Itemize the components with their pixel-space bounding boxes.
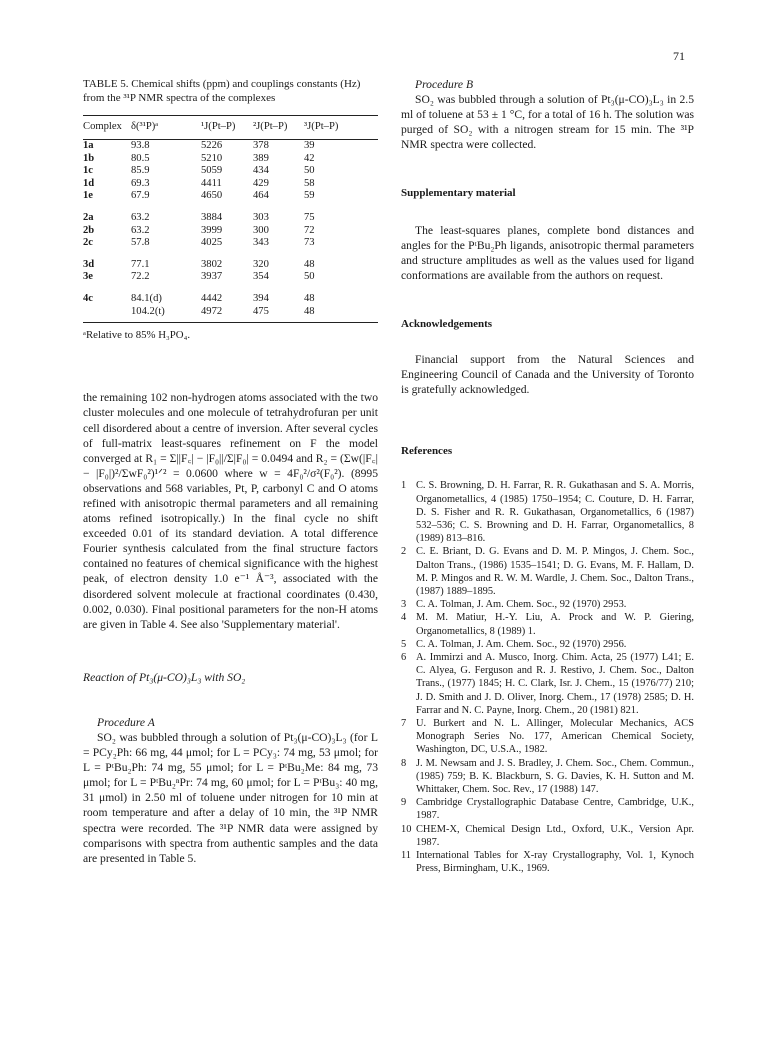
cell-2j: 434: [253, 165, 269, 177]
cell-2j: 378: [253, 140, 269, 152]
cell-complex: 2a: [83, 212, 94, 224]
procedure-b-heading: Procedure B: [415, 78, 474, 91]
cell-shift: 67.9: [131, 190, 150, 202]
table-row: [83, 225, 378, 238]
reference-text: U. Burkert and N. L. Allinger, Molecular Mechanics, ACS Monograph Series No. 177, American Chemical Society, Washington, DC, U.S.A., 1982.: [416, 718, 694, 756]
cell-1j: 4650: [201, 190, 223, 202]
reference-item: [401, 757, 694, 797]
cell-complex: 1a: [83, 140, 94, 152]
cell-2j: 389: [253, 152, 269, 164]
nmr-table: [83, 115, 378, 323]
cell-3j: 72: [304, 224, 315, 236]
table-row: [83, 165, 378, 178]
supplementary-text: The least-squares planes, complete bond distances and angles for the PᵗBu₂Ph ligands, anisotropic thermal parameters and structure amplitudes as well as the values used for ligand conformations are available from the authors on request.: [401, 223, 694, 282]
reference-text: Cambridge Crystallographic Database Centre, Cambridge, U.K., 1987.: [416, 797, 694, 822]
reference-number: 1: [401, 480, 407, 492]
reference-item: [401, 849, 694, 875]
table-row: [83, 306, 378, 323]
table-row: [83, 190, 378, 203]
reference-item: [401, 651, 694, 717]
col-header-3j: ³J(Pt–P): [304, 116, 378, 140]
references-list: [401, 479, 694, 875]
reference-text: C. S. Browning, D. H. Farrar, R. R. Gukathasan and S. A. Morris, Organometallics, 4 (1985) 1750–1954; C. Couture, D. H. Farrar, D. S. Fisher and R. R. Gukathasan, Organometallics, 6 (1987) 532–536; C. S. Browning and D. H. Farrar, Organometallics, 8 (1989) 813–816.: [416, 480, 694, 545]
cell-shift: 63.2: [131, 224, 150, 236]
cell-3j: 58: [304, 177, 315, 189]
cell-1j: 4025: [201, 237, 223, 249]
body-paragraph-refinement: the remaining 102 non-hydrogen atoms associated with the two cluster molecules and one molecule of tetrahydrofuran per unit cell disordered about a centre of inversion. After several cycles of full-matrix least-squares refinement on F the model converged at R₁ = Σ||F꜀| − |F₀||/Σ|F₀| = 0.0494 and R₂ = (Σw(|F꜀| − |F₀|)²/ΣwF₀²)¹ᐟ² = 0.0600 where w = 4F₀²/σ²(F₀²). (8995 observations and 568 variables, Pt, P, carbonyl C and O atoms refined with anisotropic thermal parameters and all remaining atoms refined isotropically.) In the final cycle no shift exceeded 0.01 of its standard deviation. A total difference Fourier synthesis calculated from the final structure factors contained no features of chemical significance with the highest peak, of electron density 1.0 e⁻¹ Å⁻³, associated with the disordered solvent molecule at fractional coordinates (0.430, 0.002, 0.030). Final positional parameters for the non-H atoms are given in Table 4. See also 'Supplementary material'.: [83, 391, 378, 631]
reference-text: C. A. Tolman, J. Am. Chem. Soc., 92 (1970) 2956.: [416, 638, 627, 650]
right-column: [401, 77, 694, 876]
reference-number: 9: [401, 797, 407, 809]
reference-item: [401, 479, 694, 545]
cell-complex: 4c: [83, 293, 93, 305]
acknowledgements-heading: Acknowledgements: [401, 317, 493, 330]
cell-complex: 2c: [83, 237, 93, 249]
cell-3j: 50: [304, 271, 315, 283]
cell-2j: 303: [253, 212, 269, 224]
reference-number: 10: [401, 823, 412, 835]
cell-3j: 50: [304, 165, 315, 177]
col-header-shift: δ(³¹P)ᵃ: [131, 116, 201, 140]
cell-2j: 300: [253, 224, 269, 236]
cell-2j: 464: [253, 190, 269, 202]
cell-1j: 3802: [201, 258, 223, 270]
cell-complex: 1d: [83, 177, 95, 189]
cell-shift: 57.8: [131, 237, 150, 249]
cell-complex: 1b: [83, 152, 95, 164]
reference-number: 11: [401, 850, 412, 862]
reference-item: [401, 638, 694, 651]
cell-complex: [83, 306, 131, 323]
cell-2j: 320: [253, 258, 269, 270]
reference-text: C. E. Briant, D. G. Evans and D. M. P. Mingos, J. Chem. Soc., Dalton Trans., (1986) 1535–1541; D. G. Evans, M. F. Hallam, D. M. P. Mingos and R. W. M. Wardle, J. Chem. Soc., Dalton Trans., (1987) 1889–1895.: [416, 546, 694, 598]
procedure-a-heading: Procedure A: [97, 715, 155, 729]
reference-number: 7: [401, 718, 407, 730]
cell-3j: 48: [304, 258, 315, 270]
reference-text: J. M. Newsam and J. S. Bradley, J. Chem. Soc., Chem. Commun., (1985) 759; B. K. Blackburn, S. G. Davies, K. H. Sutton and M. Whittaker, Chem. Soc. Rev., 17 (1988) 147.: [416, 757, 694, 796]
cell-shift: 104.2(t): [131, 306, 201, 323]
cell-2j: 394: [253, 293, 269, 305]
col-header-2j: ²J(Pt–P): [253, 116, 304, 140]
acknowledgements-text: Financial support from the Natural Sciences and Engineering Council of Canada and the University of Toronto is gratefully acknowledged.: [401, 353, 694, 397]
reference-item: [401, 545, 694, 598]
cell-1j: 4972: [201, 306, 253, 323]
reference-item: [401, 598, 694, 611]
cell-complex: 1c: [83, 165, 93, 177]
cell-3j: 39: [304, 140, 315, 152]
cell-3j: 59: [304, 190, 315, 202]
cell-1j: 4411: [201, 177, 222, 189]
cell-shift: 63.2: [131, 212, 150, 224]
table-caption: TABLE 5. Chemical shifts (ppm) and couplings constants (Hz) from the ³¹P NMR spectra of the complexes: [83, 78, 361, 104]
cell-3j: 75: [304, 212, 315, 224]
reference-item: [401, 717, 694, 757]
cell-2j: 429: [253, 177, 269, 189]
cell-1j: 5226: [201, 140, 223, 152]
reference-item: [401, 796, 694, 822]
reference-text: M. M. Matiur, H.-Y. Liu, A. Prock and W. P. Giering, Organometallics, 8 (1989) 1.: [416, 612, 694, 637]
table-row: [83, 271, 378, 284]
cell-shift: 77.1: [131, 258, 150, 270]
cell-1j: 5059: [201, 165, 223, 177]
procedure-a-text: SO₂ was bubbled through a solution of Pt₃(μ-CO)₃L₃ (for L = PCy₂Ph: 66 mg, 44 μmol; for L = PCy₃: 74 mg, 53 μmol; for L = PᵗBu₂Ph: 74 mg, 55 μmol; for L = PᵗBu₂Me: 84 mg, 73 μmol; for L = PᵗBu₂ⁿPr: 74 mg, 60 μmol; for L = PᵗBu₃: 40 mg, 31 μmol) in 2.50 ml of toluene under nitrogen for 10 min at room temperature and after a delay of 10 min, the ³¹P NMR spectra were recorded. The ³¹P NMR data were assigned by comparisons with spectra from authentic samples and the data are presented in Table 5.: [83, 731, 378, 865]
cell-shift: 72.2: [131, 271, 150, 283]
reference-number: 2: [401, 546, 407, 558]
table-row: [83, 250, 378, 272]
table-row: [83, 237, 378, 250]
cell-1j: 3999: [201, 224, 223, 236]
cell-complex: 3d: [83, 258, 95, 270]
reference-number: 5: [401, 638, 407, 650]
reference-item: [401, 823, 694, 849]
cell-3j: 42: [304, 152, 315, 164]
procedure-b-text: SO₂ was bubbled through a solution of Pt₃(μ-CO)₃L₃ in 2.5 ml of toluene at 53 ± 1 °C, for a total of 16 h. The solution was purged of SO₂ with a nitrogen stream for 15 min. The ³¹P NMR spectra were collected.: [401, 93, 694, 152]
reference-text: International Tables for X-ray Crystallography, Vol. 1, Kynoch Press, Birmingham, U.K., 1969.: [416, 850, 694, 875]
reference-number: 3: [401, 599, 407, 611]
cell-3j: 48: [304, 293, 315, 305]
reference-number: 4: [401, 612, 407, 624]
col-header-1j: ¹J(Pt–P): [201, 116, 253, 140]
table-row: [83, 203, 378, 225]
cell-1j: 3884: [201, 212, 223, 224]
cell-shift: 69.3: [131, 177, 150, 189]
col-header-complex: Complex: [83, 116, 131, 140]
table-row: [83, 140, 378, 153]
table-row: [83, 178, 378, 191]
cell-3j: 48: [304, 306, 378, 323]
reference-text: A. Immirzi and A. Musco, Inorg. Chim. Acta, 25 (1977) L41; E. C. Alyea, G. Ferguson and R. J. Restivo, J. Chem. Soc., Dalton Trans., (1977) 1845; H. C. Clark, Isr. J. Chem., 15 (1976/77) 210; J. D. Smith and J. D. Oliver, Inorg. Chem., 17 (1978) 2585; D. H. Farrar and N. C. Payne, Inorg. Chem., 20 (1981) 821.: [416, 652, 694, 716]
table-row: [83, 284, 378, 306]
cell-shift: 85.9: [131, 165, 150, 177]
supplementary-heading: Supplementary material: [401, 187, 516, 200]
cell-3j: 73: [304, 237, 315, 249]
reference-text: C. A. Tolman, J. Am. Chem. Soc., 92 (1970) 2953.: [416, 599, 627, 611]
reference-item: [401, 611, 694, 637]
cell-1j: 4442: [201, 293, 223, 305]
cell-shift: 80.5: [131, 152, 150, 164]
cell-1j: 5210: [201, 152, 223, 164]
cell-shift: 93.8: [131, 140, 150, 152]
reference-number: 6: [401, 652, 407, 664]
left-column: [83, 77, 378, 866]
reference-text: CHEM-X, Chemical Design Ltd., Oxford, U.K., Version Apr. 1987.: [416, 823, 694, 848]
section-heading-reaction: Reaction of Pt₃(μ-CO)₃L₃ with SO₂: [83, 670, 246, 684]
cell-2j: 343: [253, 237, 269, 249]
reference-number: 8: [401, 757, 407, 769]
cell-2j: 354: [253, 271, 269, 283]
cell-shift: 84.1(d): [131, 293, 162, 305]
references-heading: References: [401, 445, 453, 458]
cell-complex: 2b: [83, 224, 95, 236]
table-row: [83, 153, 378, 166]
cell-1j: 3937: [201, 271, 223, 283]
table-header-row: [83, 116, 378, 140]
cell-complex: 3e: [83, 271, 93, 283]
page-number: 71: [673, 49, 685, 63]
table-footnote: ᵃRelative to 85% H₃PO₄.: [83, 329, 191, 342]
cell-2j: 475: [253, 306, 304, 323]
cell-complex: 1e: [83, 190, 93, 202]
